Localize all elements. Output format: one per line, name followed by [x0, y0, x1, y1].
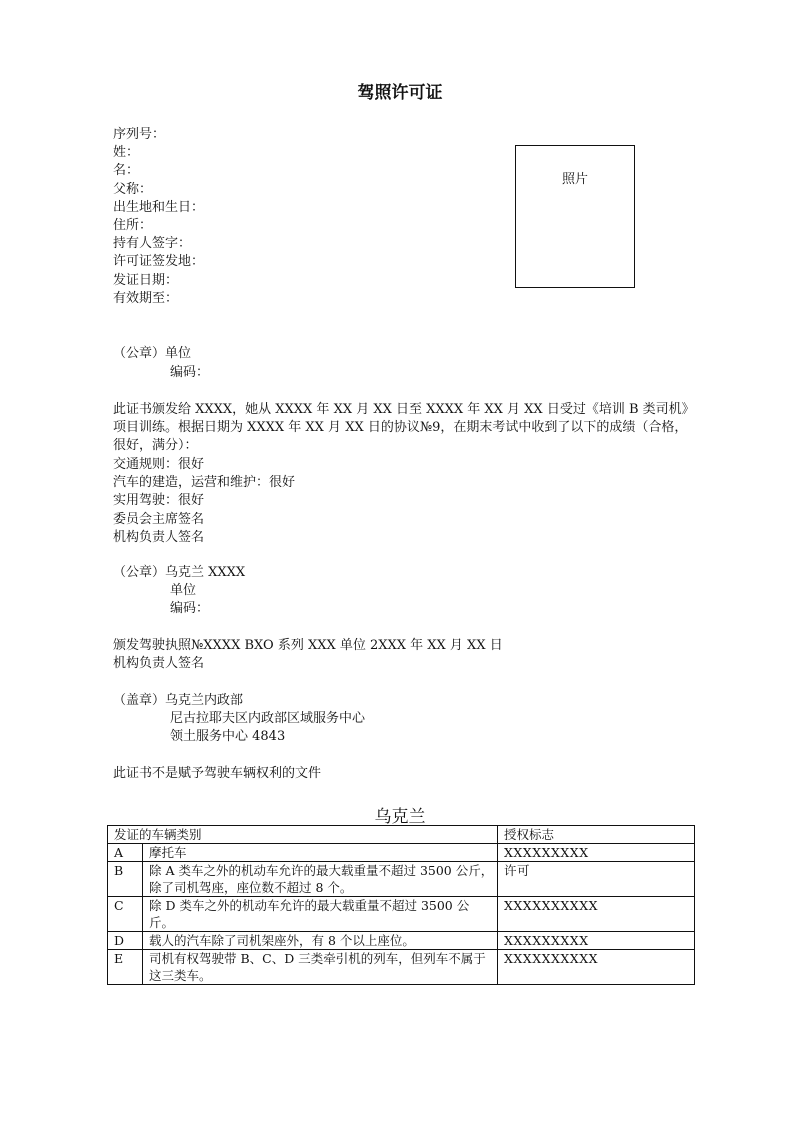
field-patronymic: 父称： [113, 181, 153, 197]
stamp-3-line1: 乌克兰内政部 [165, 693, 244, 708]
field-residence: 住所： [113, 218, 153, 234]
stamp-2-code: 编码： [170, 601, 210, 616]
photo-placeholder [515, 145, 635, 288]
table-row [108, 897, 695, 932]
field-valid-until: 有效期至： [113, 290, 179, 306]
category-code: B [108, 862, 143, 897]
stamp-2-unit: 单位 [170, 583, 197, 598]
field-given-name: 名： [113, 163, 140, 179]
table-row [108, 844, 695, 862]
table-row [108, 950, 695, 985]
stamp-2-seal: （公章） [113, 565, 166, 580]
field-birthplace-birthdate: 出生地和生日： [113, 199, 205, 215]
table-row [108, 932, 695, 950]
authorization-mark: 许可 [498, 862, 695, 897]
category-description: 除 D 类车之外的机动车允许的最大载重量不超过 3500 公斤。 [143, 897, 498, 932]
category-description: 载人的汽车除了司机架座外，有 8 个以上座位。 [143, 932, 498, 950]
category-code: D [108, 932, 143, 950]
result-practical-driving: 实用驾驶：很好 [113, 493, 205, 509]
result-vehicle-maintenance: 汽车的建造，运营和维护：很好 [113, 475, 296, 491]
disclaimer-note: 此证书不是赋予驾驶车辆权利的文件 [113, 766, 322, 781]
personal-fields [113, 126, 204, 308]
stamp-1-code: 编码： [170, 365, 210, 380]
header-category: 发证的车辆类别 [108, 826, 498, 844]
result-traffic-rules: 交通规则：很好 [113, 457, 205, 472]
header-authorization: 授权标志 [498, 826, 695, 844]
stamp-2-line1: 乌克兰 XXXX [165, 565, 246, 580]
stamp-block-3 [113, 692, 243, 710]
institution-head-signature: 机构负责人签名 [113, 529, 205, 545]
category-code: C [108, 897, 143, 932]
category-code: A [108, 844, 143, 862]
field-surname: 姓： [113, 145, 140, 161]
field-issue-date: 发证日期： [113, 272, 179, 288]
stamp-1-unit: 单位 [165, 346, 192, 361]
issued-license-line: 颁发驾驶执照№XXXX BXO 系列 XXX 单位 2XXX 年 XX 月 XX 日 [113, 638, 503, 653]
table-header-row [108, 826, 695, 844]
authorization-mark: XXXXXXXXX [498, 932, 695, 950]
category-description: 摩托车 [143, 844, 498, 862]
issued-institution-signature: 机构负责人签名 [113, 656, 205, 671]
stamp-3-line2: 尼古拉耶夫区内政部区域服务中心 [170, 711, 366, 726]
vehicle-category-table [107, 825, 695, 985]
stamp-1-seal: （公章） [113, 346, 166, 361]
training-paragraph: 此证书颁发给 XXXX，她从 XXXX 年 XX 月 XX 日至 XXXX 年 XX 月 XX 日受过《培训 B 类司机》项目训练。根据日期为 XXXX 年 XX 月 XX 日的协议№9，在期末考试中收到了以下的成绩（合格，很好，满分）： [113, 402, 689, 454]
stamp-3-line3: 领土服务中心 4843 [170, 729, 286, 744]
field-serial-number: 序列号： [113, 127, 166, 142]
stamp-3-seal: （盖章） [113, 693, 166, 708]
category-description: 除 A 类车之外的机动车允许的最大载重量不超过 3500 公斤，除了司机驾座，座位数不超过 8 个。 [143, 862, 498, 897]
authorization-mark: XXXXXXXXXX [498, 950, 695, 985]
field-issue-place: 许可证签发地： [113, 254, 205, 270]
stamp-block-1 [113, 345, 191, 363]
stamp-block-2 [113, 564, 245, 582]
category-code: E [108, 950, 143, 985]
committee-chair-signature: 委员会主席签名 [113, 511, 205, 527]
category-description: 司机有权驾驶带 B、C、D 三类牵引机的列车，但列车不属于这三类车。 [143, 950, 498, 985]
field-holder-signature: 持有人签字： [113, 236, 192, 252]
photo-label: 照片 [561, 172, 588, 187]
exam-results [113, 456, 295, 547]
table-row [108, 862, 695, 897]
country-heading: 乌克兰 [374, 807, 426, 827]
authorization-mark: XXXXXXXXX [498, 844, 695, 862]
document-title: 驾照许可证 [357, 83, 443, 103]
authorization-mark: XXXXXXXXXX [498, 897, 695, 932]
